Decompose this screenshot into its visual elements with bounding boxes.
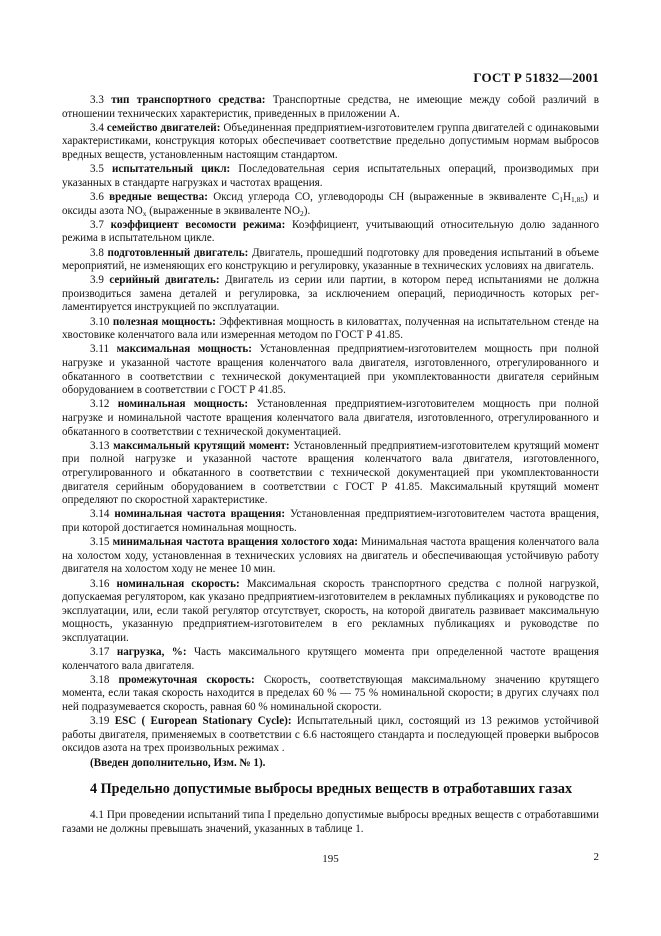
definition-3-14 [62,508,599,535]
definition-text: Эффективная мощность в киловаттах, полученная на испытательном стенде на хвостовике коленчатого вала или измеренная методом по ГОСТ Р 41.85. [62,315,599,342]
definition-3-15 [62,536,599,577]
definition-number: 3.18 [90,673,110,686]
definition-number: 3.7 [90,218,104,231]
definition-3-9 [62,274,599,315]
definition-text: Скорость, соответствующая максимальному значению крутящего момента, если такая скорость находится в пределах 60 % — 75 % номинальной скорости; в других случаях пол ней подразумевается скорость, равная 60 % номинальной скорости. [62,673,599,714]
definition-3-5 [62,163,599,190]
definition-3-12 [62,398,599,439]
definition-term: испытательный цикл: [111,163,231,176]
subscript: 1,85 [570,194,585,204]
definition-3-3 [62,94,599,121]
sheet-number: 2 [593,851,599,863]
definition-number: 3.6 [90,190,104,203]
definition-term: полезная мощность: [112,315,216,328]
definition-term: семейство двигателей: [106,121,221,134]
definition-3-16 [62,578,599,646]
definition-3-7 [62,219,599,246]
page-content [62,94,599,837]
definition-text-part: (выраженные в эквиваленте NO [146,204,301,217]
definition-term: вредные вещества: [109,190,208,203]
definition-term: номинальная мощность: [117,398,249,411]
section-heading: 4 Предельно допустимые выбросы вредных веществ в отработавших газах [90,781,573,798]
definition-3-13 [62,440,599,508]
definition-term: номинальная скорость: [116,577,240,590]
definition-term: тип транспортного средства: [111,94,266,106]
definition-term: промежуточная скорость: [118,673,255,686]
definition-text: Двигатель из серии или партии, в котором перед испытаниями не должна производиться замена деталей и регулировка, за исключением операций, периодичность которых регламентируется инструкцией по эксплуатации. [62,274,599,314]
definitions-block-b [62,219,599,756]
definition-number: 3.11 [90,343,110,356]
definition-3-4 [62,122,599,163]
definition-text-part: Оксид углерода СО, углеводороды СН (выраженные в эквиваленте С [213,190,560,203]
definition-term: максимальный крутящий момент: [113,439,290,452]
definition-3-19 [62,715,599,756]
definition-term: коэффициент весомости режима: [110,218,286,231]
subscript: 1 [559,194,563,204]
definition-3-6 [62,191,599,218]
definition-text: Минимальная частота вращения коленчатого вала на холостом ходу, установленная в технических условиях на двигатель и обеспечивающая устойчивую работу двигателя на холостом ходу не менее 10 мин. [62,536,599,576]
standard-designation: ГОСТ Р 51832—2001 [473,70,599,85]
definition-text: Часть максимального крутящего момента при определенной частоте вращения коленчатого вала двигателя. [62,646,599,672]
definition-number: 3.3 [90,94,104,106]
definition-term: ESC ( European Stationary Cycle): [114,715,292,728]
definition-text: Коэффициент, учитывающий относительную долю заданного режима в испытательном цикле. [62,218,600,245]
definition-3-17 [62,646,599,673]
definition-text-part: Н [562,190,571,203]
definition-number: 3.5 [90,163,104,176]
definition-term: серийный двигатель: [109,274,220,287]
definition-term: подготовленный двигатель: [107,246,249,259]
definition-number: 3.12 [90,398,110,411]
definition-text: Объединенная предприятием-изготовителем группа двигателей с одинаковыми характеристиками, конструкция которых обеспечивает соответствие предельно допустимым нормам выбросов вредных веществ, установленным настоящим стандартом. [62,121,600,161]
definition-text: Последовательная серия испытательных операций, производимых при указанных в стандарте нагрузках и частотах вращения. [62,163,599,189]
page-number: 195 [322,853,339,865]
definition-text: Двигатель, прошедший подготовку для проведения испытаний в объеме мероприятий, не изменяющих его конструкцию и регулировку, указанные в технических условиях на двигатель. [62,246,599,273]
definition-number: 3.10 [90,315,110,328]
definition-term: минимальная частота вращения холостого хода: [112,536,358,549]
definition-number: 3.15 [90,536,110,549]
definition-text: Установленная предприятием-изготовителем мощность при полной нагрузке и указанной частоте вращения коленчатого вала двигателя, изготовленного, отрегулированного и обкатанного в соответствии с технической документацией при укомплектованности двигателя серийным оборудованием в соответствии с ГОСТ Р 41.85. [62,343,599,397]
definition-text: Испытательный цикл, состоящий из 13 режимов устойчивой работы двигателя, применяемых в соответствии с 6.6 настоящего стандарта и последующей проверки выбросов оксидов азота на трех произвольных режимах . [62,715,599,755]
definition-term: номинальная частота вращения: [114,508,286,521]
definition-number: 3.14 [90,508,110,521]
definition-3-8 [62,247,599,274]
definition-number: 3.13 [90,439,110,452]
definition-3-10 [62,316,599,343]
definition-number: 3.9 [90,274,104,287]
definition-3-18 [62,674,599,715]
definition-text: Установленный предприятием-изготовителем крутящий момент при полной нагрузке и указанной частоте вращения коленчатого вала двигателя, изготовленного, отрегулированного и обкатанного в соответствии с технической документацией при укомплектованности двигателя серийным оборудованием в соответствии с ГОСТ Р 41.85. Максимальный крутящий момент определяют по скоростной характеристике. [62,439,599,507]
definition-term: нагрузка, %: [116,646,187,659]
definition-text-part: ). [303,204,311,217]
definition-text: Транспортные средства, не имеющие между собой различий в отношении технических характеристик, приведенных в приложении А. [62,94,600,120]
definition-term: максимальная мощность: [116,343,252,356]
definition-text: Максимальная скорость транспортного средства с полной нагрузкой, допускаемая регулятором, как указано предприятием-изготовителем в рекламных публикациях и руководстве по эксплуатации, или, если такой регулятор отсутствует, скорость, на которой двигатель развивает максимальную мощность, указанную предприятием-изготовителем в его рекламных публикациях и руководстве по эксплуатации. [62,577,600,644]
definition-number: 3.17 [90,646,110,659]
definition-text: Установленная предприятием-изготовителем мощность при полной нагрузке и номинальной частоте вращения коленчатого вала двигателя, изготовленного, отрегулированного и обкатанного в соответствии с технической документацией. [62,398,599,438]
definition-number: 3.8 [90,246,104,259]
definitions-block-a [62,94,599,190]
definition-3-11 [62,343,599,397]
subscript: 2 [300,208,304,218]
amendment-note: (Введен дополнительно, Изм. № 1). [90,756,266,769]
definition-number: 3.4 [90,121,104,134]
definition-number: 3.16 [90,577,110,590]
section-paragraph: 4.1 При проведении испытаний типа I предельно допустимые выбросы вредных веществ с отработавшими газами не должны превышать значений, указанных в таблице 1. [62,809,599,835]
subscript: x [142,208,147,218]
definition-text-part: ) и оксиды азота NO [62,190,599,217]
definition-number: 3.19 [90,715,110,728]
definition-text: Установленная предприятием-изготовителем частота вращения, при которой достигается номинальная мощность. [62,508,599,534]
